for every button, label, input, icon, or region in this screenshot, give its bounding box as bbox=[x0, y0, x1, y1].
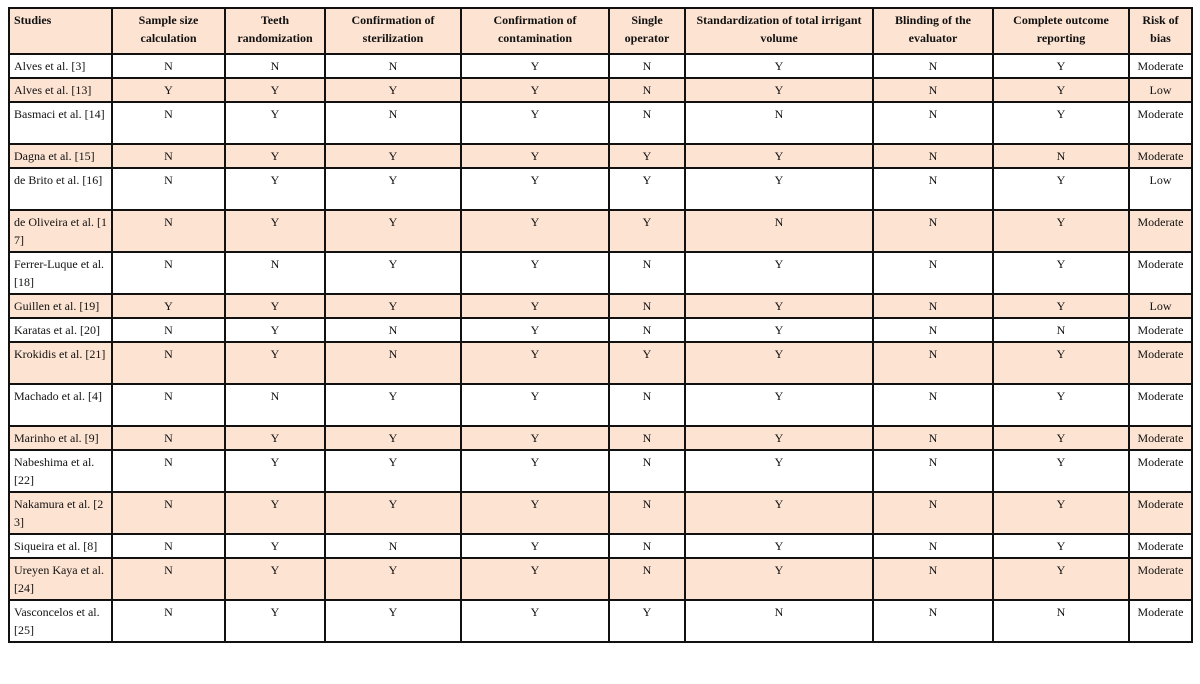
sample-size-cell: N bbox=[112, 342, 225, 384]
sterilization-cell: Y bbox=[325, 144, 461, 168]
single-operator-cell: N bbox=[609, 426, 685, 450]
contamination-cell: Y bbox=[461, 102, 609, 144]
risk-of-bias-cell: Moderate bbox=[1129, 210, 1192, 252]
sample-size-cell: N bbox=[112, 600, 225, 642]
study-cell: Machado et al. [4] bbox=[9, 384, 112, 426]
contamination-cell: Y bbox=[461, 210, 609, 252]
header-sample-size: Sample size calculation bbox=[112, 8, 225, 54]
irrigant-volume-cell: Y bbox=[685, 558, 873, 600]
table-row bbox=[9, 534, 1192, 558]
blinding-cell: N bbox=[873, 384, 993, 426]
teeth-randomization-cell: Y bbox=[225, 558, 325, 600]
header-teeth-randomization: Teeth randomization bbox=[225, 8, 325, 54]
irrigant-volume-cell: Y bbox=[685, 492, 873, 534]
risk-of-bias-cell: Moderate bbox=[1129, 384, 1192, 426]
outcome-reporting-cell: Y bbox=[993, 492, 1129, 534]
blinding-cell: N bbox=[873, 210, 993, 252]
sterilization-cell: Y bbox=[325, 252, 461, 294]
table-row bbox=[9, 384, 1192, 426]
table-row bbox=[9, 600, 1192, 642]
blinding-cell: N bbox=[873, 342, 993, 384]
sterilization-cell: N bbox=[325, 102, 461, 144]
single-operator-cell: N bbox=[609, 558, 685, 600]
sterilization-cell: Y bbox=[325, 450, 461, 492]
sterilization-cell: N bbox=[325, 54, 461, 78]
header-sterilization: Confirmation of sterilization bbox=[325, 8, 461, 54]
study-cell: Vasconcelos et al. [25] bbox=[9, 600, 112, 642]
outcome-reporting-cell: N bbox=[993, 600, 1129, 642]
study-cell: Marinho et al. [9] bbox=[9, 426, 112, 450]
contamination-cell: Y bbox=[461, 450, 609, 492]
risk-of-bias-cell: Moderate bbox=[1129, 558, 1192, 600]
teeth-randomization-cell: Y bbox=[225, 450, 325, 492]
blinding-cell: N bbox=[873, 534, 993, 558]
contamination-cell: Y bbox=[461, 144, 609, 168]
sterilization-cell: Y bbox=[325, 600, 461, 642]
single-operator-cell: Y bbox=[609, 144, 685, 168]
table-row bbox=[9, 318, 1192, 342]
sterilization-cell: Y bbox=[325, 210, 461, 252]
irrigant-volume-cell: Y bbox=[685, 384, 873, 426]
blinding-cell: N bbox=[873, 600, 993, 642]
teeth-randomization-cell: Y bbox=[225, 342, 325, 384]
teeth-randomization-cell: Y bbox=[225, 210, 325, 252]
teeth-randomization-cell: N bbox=[225, 384, 325, 426]
sterilization-cell: N bbox=[325, 534, 461, 558]
single-operator-cell: N bbox=[609, 54, 685, 78]
outcome-reporting-cell: Y bbox=[993, 252, 1129, 294]
teeth-randomization-cell: Y bbox=[225, 318, 325, 342]
sample-size-cell: N bbox=[112, 210, 225, 252]
irrigant-volume-cell: Y bbox=[685, 318, 873, 342]
table-row bbox=[9, 294, 1192, 318]
sample-size-cell: N bbox=[112, 54, 225, 78]
outcome-reporting-cell: Y bbox=[993, 450, 1129, 492]
risk-of-bias-cell: Moderate bbox=[1129, 342, 1192, 384]
outcome-reporting-cell: Y bbox=[993, 102, 1129, 144]
outcome-reporting-cell: N bbox=[993, 318, 1129, 342]
contamination-cell: Y bbox=[461, 492, 609, 534]
header-blinding: Blinding of the evaluator bbox=[873, 8, 993, 54]
study-cell: Basmaci et al. [14] bbox=[9, 102, 112, 144]
risk-of-bias-cell: Low bbox=[1129, 168, 1192, 210]
study-cell: Karatas et al. [20] bbox=[9, 318, 112, 342]
blinding-cell: N bbox=[873, 426, 993, 450]
single-operator-cell: N bbox=[609, 450, 685, 492]
contamination-cell: Y bbox=[461, 252, 609, 294]
risk-of-bias-cell: Moderate bbox=[1129, 318, 1192, 342]
risk-of-bias-cell: Low bbox=[1129, 78, 1192, 102]
blinding-cell: N bbox=[873, 318, 993, 342]
outcome-reporting-cell: Y bbox=[993, 558, 1129, 600]
sterilization-cell: Y bbox=[325, 294, 461, 318]
blinding-cell: N bbox=[873, 492, 993, 534]
single-operator-cell: N bbox=[609, 492, 685, 534]
sample-size-cell: N bbox=[112, 318, 225, 342]
outcome-reporting-cell: Y bbox=[993, 210, 1129, 252]
blinding-cell: N bbox=[873, 252, 993, 294]
contamination-cell: Y bbox=[461, 600, 609, 642]
outcome-reporting-cell: Y bbox=[993, 168, 1129, 210]
header-risk-of-bias: Risk of bias bbox=[1129, 8, 1192, 54]
irrigant-volume-cell: Y bbox=[685, 168, 873, 210]
study-cell: Alves et al. [13] bbox=[9, 78, 112, 102]
single-operator-cell: Y bbox=[609, 210, 685, 252]
outcome-reporting-cell: Y bbox=[993, 294, 1129, 318]
single-operator-cell: N bbox=[609, 252, 685, 294]
sample-size-cell: N bbox=[112, 426, 225, 450]
irrigant-volume-cell: Y bbox=[685, 144, 873, 168]
contamination-cell: Y bbox=[461, 294, 609, 318]
contamination-cell: Y bbox=[461, 78, 609, 102]
table-row bbox=[9, 210, 1192, 252]
risk-of-bias-cell: Moderate bbox=[1129, 144, 1192, 168]
contamination-cell: Y bbox=[461, 168, 609, 210]
blinding-cell: N bbox=[873, 144, 993, 168]
study-cell: Nabeshima et al. [22] bbox=[9, 450, 112, 492]
irrigant-volume-cell: Y bbox=[685, 54, 873, 78]
sample-size-cell: N bbox=[112, 102, 225, 144]
contamination-cell: Y bbox=[461, 534, 609, 558]
table-row bbox=[9, 492, 1192, 534]
table-row bbox=[9, 342, 1192, 384]
single-operator-cell: Y bbox=[609, 600, 685, 642]
outcome-reporting-cell: Y bbox=[993, 534, 1129, 558]
teeth-randomization-cell: N bbox=[225, 54, 325, 78]
sterilization-cell: Y bbox=[325, 384, 461, 426]
single-operator-cell: Y bbox=[609, 342, 685, 384]
table-row bbox=[9, 426, 1192, 450]
teeth-randomization-cell: Y bbox=[225, 168, 325, 210]
table-body bbox=[9, 54, 1192, 642]
study-cell: Ureyen Kaya et al. [24] bbox=[9, 558, 112, 600]
outcome-reporting-cell: Y bbox=[993, 54, 1129, 78]
sterilization-cell: N bbox=[325, 318, 461, 342]
teeth-randomization-cell: Y bbox=[225, 534, 325, 558]
sample-size-cell: N bbox=[112, 168, 225, 210]
risk-of-bias-table bbox=[8, 7, 1193, 643]
sterilization-cell: Y bbox=[325, 168, 461, 210]
irrigant-volume-cell: N bbox=[685, 102, 873, 144]
table-row bbox=[9, 78, 1192, 102]
blinding-cell: N bbox=[873, 558, 993, 600]
sample-size-cell: N bbox=[112, 450, 225, 492]
contamination-cell: Y bbox=[461, 384, 609, 426]
table-row bbox=[9, 252, 1192, 294]
study-cell: Nakamura et al. [23] bbox=[9, 492, 112, 534]
study-cell: Ferrer-Luque et al. [18] bbox=[9, 252, 112, 294]
header-irrigant-volume: Standardization of total irrigant volume bbox=[685, 8, 873, 54]
risk-of-bias-cell: Moderate bbox=[1129, 54, 1192, 78]
sterilization-cell: N bbox=[325, 342, 461, 384]
risk-of-bias-cell: Moderate bbox=[1129, 492, 1192, 534]
risk-of-bias-cell: Moderate bbox=[1129, 600, 1192, 642]
blinding-cell: N bbox=[873, 102, 993, 144]
sample-size-cell: N bbox=[112, 252, 225, 294]
risk-of-bias-cell: Low bbox=[1129, 294, 1192, 318]
outcome-reporting-cell: Y bbox=[993, 78, 1129, 102]
single-operator-cell: N bbox=[609, 294, 685, 318]
header-outcome-reporting: Complete outcome reporting bbox=[993, 8, 1129, 54]
irrigant-volume-cell: N bbox=[685, 210, 873, 252]
irrigant-volume-cell: Y bbox=[685, 450, 873, 492]
study-cell: Dagna et al. [15] bbox=[9, 144, 112, 168]
irrigant-volume-cell: Y bbox=[685, 78, 873, 102]
table-row bbox=[9, 450, 1192, 492]
teeth-randomization-cell: Y bbox=[225, 78, 325, 102]
teeth-randomization-cell: Y bbox=[225, 492, 325, 534]
table-row bbox=[9, 102, 1192, 144]
study-cell: Guillen et al. [19] bbox=[9, 294, 112, 318]
blinding-cell: N bbox=[873, 168, 993, 210]
single-operator-cell: N bbox=[609, 534, 685, 558]
sterilization-cell: Y bbox=[325, 492, 461, 534]
teeth-randomization-cell: Y bbox=[225, 426, 325, 450]
teeth-randomization-cell: Y bbox=[225, 294, 325, 318]
sample-size-cell: Y bbox=[112, 294, 225, 318]
blinding-cell: N bbox=[873, 450, 993, 492]
risk-of-bias-cell: Moderate bbox=[1129, 534, 1192, 558]
header-single-operator: Single operator bbox=[609, 8, 685, 54]
sample-size-cell: N bbox=[112, 534, 225, 558]
outcome-reporting-cell: Y bbox=[993, 342, 1129, 384]
contamination-cell: Y bbox=[461, 54, 609, 78]
risk-of-bias-cell: Moderate bbox=[1129, 450, 1192, 492]
irrigant-volume-cell: Y bbox=[685, 426, 873, 450]
sterilization-cell: Y bbox=[325, 558, 461, 600]
single-operator-cell: N bbox=[609, 318, 685, 342]
blinding-cell: N bbox=[873, 294, 993, 318]
study-cell: Krokidis et al. [21] bbox=[9, 342, 112, 384]
single-operator-cell: Y bbox=[609, 168, 685, 210]
teeth-randomization-cell: Y bbox=[225, 102, 325, 144]
header-row bbox=[9, 8, 1192, 54]
risk-of-bias-cell: Moderate bbox=[1129, 252, 1192, 294]
header-studies: Studies bbox=[9, 8, 112, 54]
sample-size-cell: N bbox=[112, 492, 225, 534]
study-cell: de Oliveira et al. [17] bbox=[9, 210, 112, 252]
single-operator-cell: N bbox=[609, 102, 685, 144]
contamination-cell: Y bbox=[461, 342, 609, 384]
irrigant-volume-cell: Y bbox=[685, 534, 873, 558]
teeth-randomization-cell: Y bbox=[225, 600, 325, 642]
sample-size-cell: Y bbox=[112, 78, 225, 102]
irrigant-volume-cell: Y bbox=[685, 342, 873, 384]
sample-size-cell: N bbox=[112, 384, 225, 426]
study-cell: de Brito et al. [16] bbox=[9, 168, 112, 210]
sterilization-cell: Y bbox=[325, 78, 461, 102]
single-operator-cell: N bbox=[609, 384, 685, 426]
contamination-cell: Y bbox=[461, 558, 609, 600]
outcome-reporting-cell: Y bbox=[993, 426, 1129, 450]
contamination-cell: Y bbox=[461, 318, 609, 342]
study-cell: Siqueira et al. [8] bbox=[9, 534, 112, 558]
teeth-randomization-cell: N bbox=[225, 252, 325, 294]
outcome-reporting-cell: N bbox=[993, 144, 1129, 168]
blinding-cell: N bbox=[873, 54, 993, 78]
table-row bbox=[9, 144, 1192, 168]
table-row bbox=[9, 54, 1192, 78]
table-row bbox=[9, 558, 1192, 600]
outcome-reporting-cell: Y bbox=[993, 384, 1129, 426]
table-row bbox=[9, 168, 1192, 210]
sample-size-cell: N bbox=[112, 144, 225, 168]
irrigant-volume-cell: Y bbox=[685, 252, 873, 294]
header-contamination: Confirmation of contamination bbox=[461, 8, 609, 54]
sterilization-cell: Y bbox=[325, 426, 461, 450]
risk-of-bias-cell: Moderate bbox=[1129, 426, 1192, 450]
irrigant-volume-cell: Y bbox=[685, 294, 873, 318]
single-operator-cell: N bbox=[609, 78, 685, 102]
blinding-cell: N bbox=[873, 78, 993, 102]
study-cell: Alves et al. [3] bbox=[9, 54, 112, 78]
teeth-randomization-cell: Y bbox=[225, 144, 325, 168]
risk-of-bias-cell: Moderate bbox=[1129, 102, 1192, 144]
irrigant-volume-cell: N bbox=[685, 600, 873, 642]
sample-size-cell: N bbox=[112, 558, 225, 600]
contamination-cell: Y bbox=[461, 426, 609, 450]
